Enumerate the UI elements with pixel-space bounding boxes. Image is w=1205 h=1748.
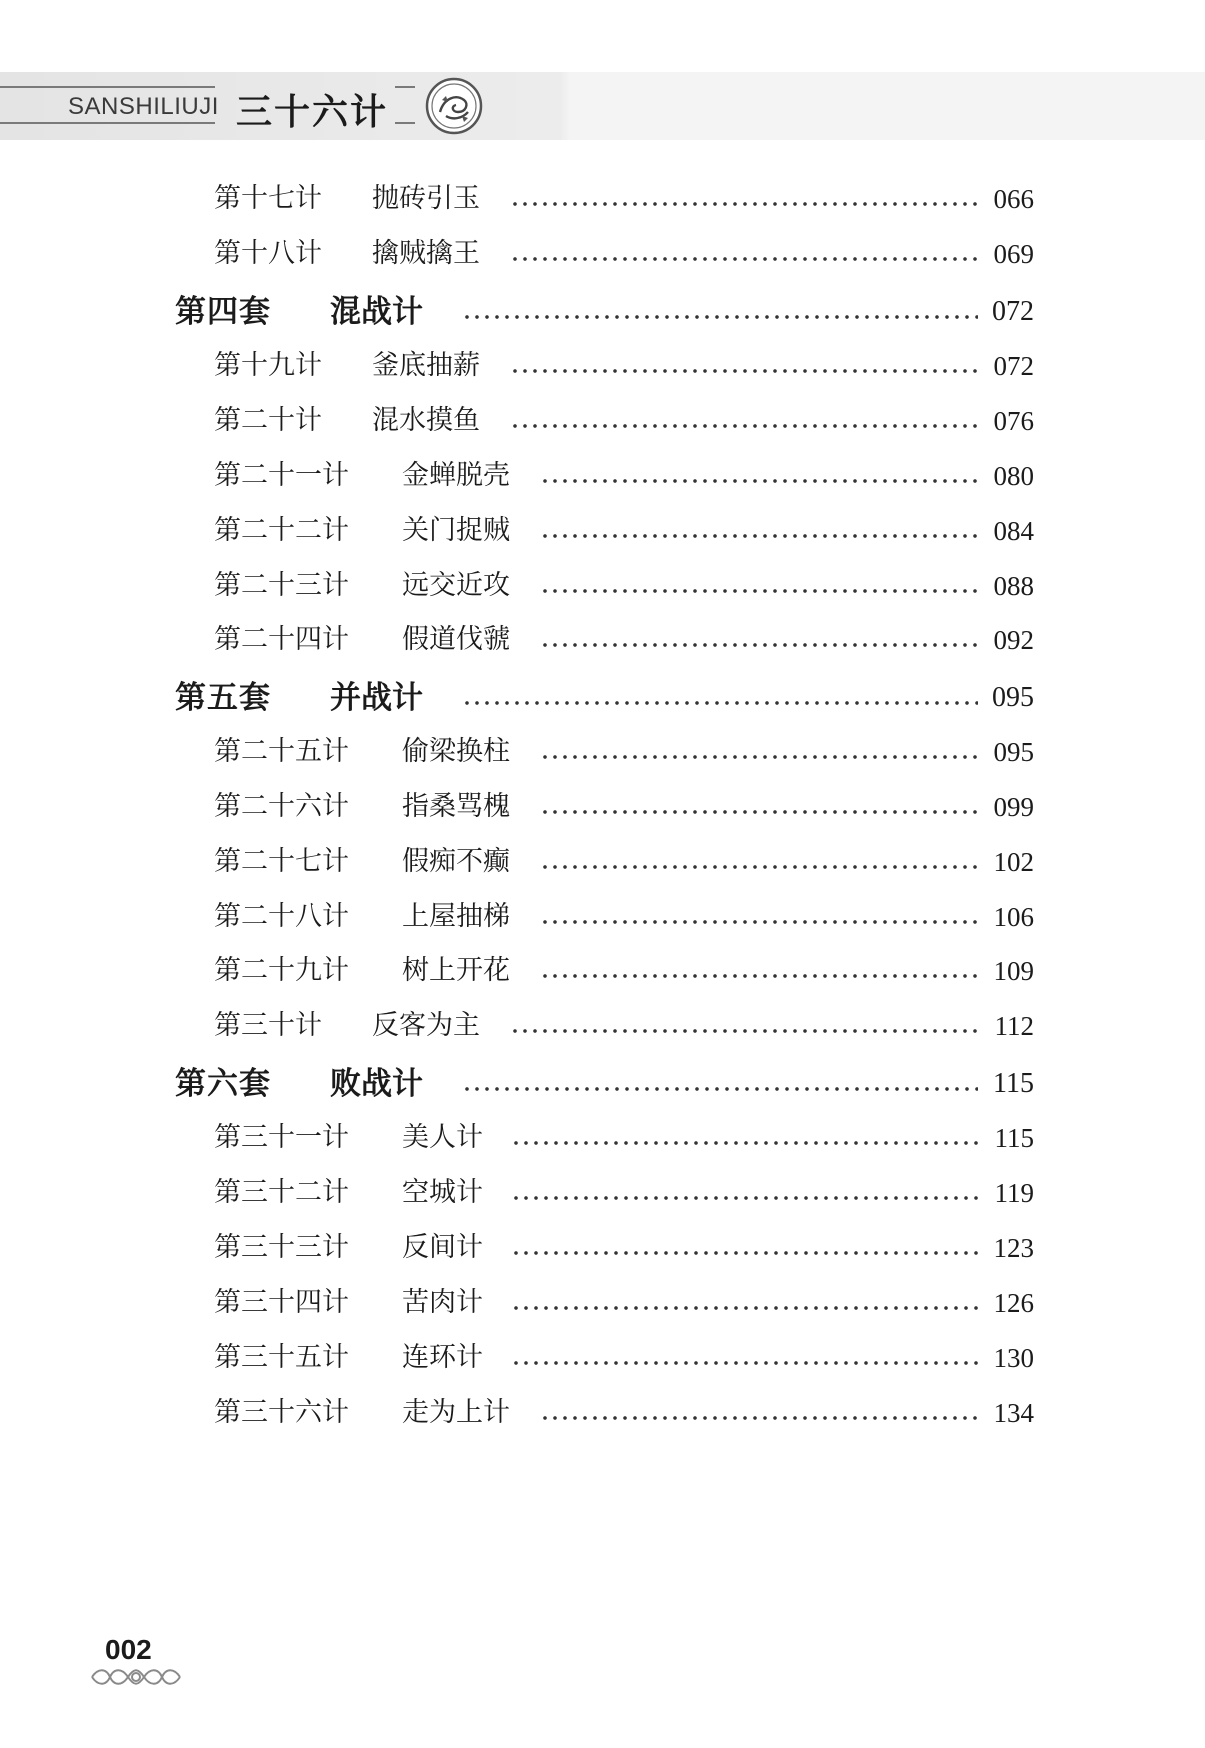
toc-leader-dots: [540, 951, 978, 991]
toc-page-number: 069: [993, 239, 1034, 269]
toc-page-number: 066: [993, 184, 1034, 214]
toc-entry-row: [0, 456, 1205, 496]
toc-leader-dots: [540, 456, 978, 496]
toc-number: 第十九计: [214, 350, 322, 381]
toc-number: 第五套: [175, 680, 271, 716]
toc-leader-dots: [511, 1228, 978, 1268]
toc-page-number: 115: [993, 1068, 1034, 1099]
toc-entry-row: [0, 1228, 1205, 1268]
toc-number: 第四套: [175, 294, 271, 330]
toc-title: 树上开花: [402, 955, 510, 986]
toc-number: 第二十九计: [214, 955, 349, 986]
toc-entry-row: [0, 401, 1205, 441]
toc-number: 第三十计: [214, 1010, 322, 1041]
toc-number: 第二十计: [214, 405, 322, 436]
toc-number: 第三十三计: [214, 1232, 349, 1263]
toc-entry-row: [0, 346, 1205, 386]
toc-page-number: 109: [993, 956, 1034, 986]
toc-page-number: 076: [993, 406, 1034, 436]
toc-section-row: [0, 678, 1205, 718]
toc-page-number: 088: [993, 571, 1034, 601]
toc-page-number: 112: [994, 1011, 1034, 1041]
page-number: 002: [105, 1634, 152, 1665]
toc-page-number: 106: [993, 902, 1034, 932]
toc-leader-dots: [510, 1006, 978, 1046]
toc-number: 第十七计: [214, 183, 322, 214]
toc-title: 混水摸鱼: [372, 405, 480, 436]
toc-entry-row: [0, 951, 1205, 991]
toc-section-row: [0, 1064, 1205, 1104]
toc-title: 关门捉贼: [402, 515, 510, 546]
toc-number: 第三十五计: [214, 1342, 349, 1373]
toc-entry-row: [0, 511, 1205, 551]
toc-page-number: 072: [992, 296, 1034, 327]
toc-leader-dots: [510, 234, 978, 274]
toc-entry-row: [0, 897, 1205, 937]
toc-entry-row: [0, 1393, 1205, 1433]
toc-page-number: 102: [993, 847, 1034, 877]
toc-leader-dots: [540, 842, 978, 882]
toc-entry-row: [0, 1006, 1205, 1046]
toc-page-number: 115: [994, 1123, 1034, 1153]
toc-leader-dots: [510, 401, 978, 441]
toc-title: 反客为主: [372, 1010, 480, 1041]
toc-entry-row: [0, 179, 1205, 219]
toc-entry-row: [0, 1173, 1205, 1213]
toc-entry-row: [0, 787, 1205, 827]
toc-title: 釜底抽薪: [372, 350, 480, 381]
toc-page-number: 095: [992, 682, 1034, 713]
toc-leader-dots: [511, 1173, 978, 1213]
toc-leader-dots: [511, 1118, 978, 1158]
toc-title: 假道伐虢: [402, 624, 510, 655]
toc-title: 并战计: [330, 680, 423, 716]
toc-number: 第十八计: [214, 238, 322, 269]
toc-leader-dots: [511, 1283, 978, 1323]
toc-number: 第二十一计: [214, 460, 349, 491]
toc-title: 偷梁换柱: [402, 736, 510, 767]
toc-entry-row: [0, 566, 1205, 606]
toc-entry-row: [0, 842, 1205, 882]
toc-entry-row: [0, 1283, 1205, 1323]
toc-section-row: [0, 292, 1205, 332]
toc-number: 第三十六计: [214, 1397, 349, 1428]
toc-page-number: 126: [993, 1288, 1034, 1318]
toc-page-number: 095: [993, 737, 1034, 767]
toc-title: 败战计: [330, 1066, 423, 1102]
toc-number: 第二十二计: [214, 515, 349, 546]
toc-title: 苦肉计: [402, 1287, 483, 1318]
toc-title: 混战计: [330, 294, 423, 330]
toc-leader-dots: [510, 346, 978, 386]
toc-leader-dots: [540, 1393, 978, 1433]
header-series-cn: 三十六计: [236, 92, 389, 133]
toc-leader-dots: [540, 787, 978, 827]
toc-title: 美人计: [402, 1122, 483, 1153]
toc-title: 抛砖引玉: [372, 183, 480, 214]
toc-title: 上屋抽梯: [402, 901, 510, 932]
toc-leader-dots: [462, 678, 978, 718]
toc-page-number: 099: [993, 792, 1034, 822]
toc-page-number: 134: [993, 1398, 1034, 1428]
toc-leader-dots: [462, 1064, 978, 1104]
toc-page-number: 130: [993, 1343, 1034, 1373]
toc-entry-row: [0, 620, 1205, 660]
toc-title: 连环计: [402, 1342, 483, 1373]
toc-title: 指桑骂槐: [402, 791, 510, 822]
toc-leader-dots: [540, 897, 978, 937]
toc-leader-dots: [540, 566, 978, 606]
toc-page-number: 084: [993, 516, 1034, 546]
toc-number: 第三十一计: [214, 1122, 349, 1153]
toc-entry-row: [0, 234, 1205, 274]
toc-number: 第二十四计: [214, 624, 349, 655]
toc-title: 反间计: [402, 1232, 483, 1263]
toc-leader-dots: [540, 732, 978, 772]
knot-ornament-icon: [88, 1664, 184, 1690]
toc-number: 第六套: [175, 1066, 271, 1102]
toc-title: 远交近攻: [402, 570, 510, 601]
toc-title: 金蝉脱壳: [402, 460, 510, 491]
toc-page-number: 072: [993, 351, 1034, 381]
header-series-en: SANSHILIUJI: [68, 93, 219, 120]
toc-leader-dots: [540, 620, 978, 660]
toc-page-number: 092: [993, 625, 1034, 655]
toc-entry-row: [0, 1338, 1205, 1378]
toc-page-number: 123: [993, 1233, 1034, 1263]
toc-title: 走为上计: [402, 1397, 510, 1428]
toc-number: 第三十四计: [214, 1287, 349, 1318]
toc-number: 第二十七计: [214, 846, 349, 877]
toc-title: 假痴不癫: [402, 846, 510, 877]
toc-entry-row: [0, 732, 1205, 772]
toc-leader-dots: [511, 1338, 978, 1378]
toc-title: 空城计: [402, 1177, 483, 1208]
toc-number: 第二十五计: [214, 736, 349, 767]
toc-page-number: 119: [994, 1178, 1034, 1208]
toc-number: 第二十三计: [214, 570, 349, 601]
toc-page-number: 080: [993, 461, 1034, 491]
toc-leader-dots: [510, 179, 978, 219]
toc-number: 第二十六计: [214, 791, 349, 822]
toc-number: 第二十八计: [214, 901, 349, 932]
toc-leader-dots: [540, 511, 978, 551]
toc-leader-dots: [462, 292, 978, 332]
toc-number: 第三十二计: [214, 1177, 349, 1208]
toc-entry-row: [0, 1118, 1205, 1158]
toc-title: 擒贼擒王: [372, 238, 480, 269]
